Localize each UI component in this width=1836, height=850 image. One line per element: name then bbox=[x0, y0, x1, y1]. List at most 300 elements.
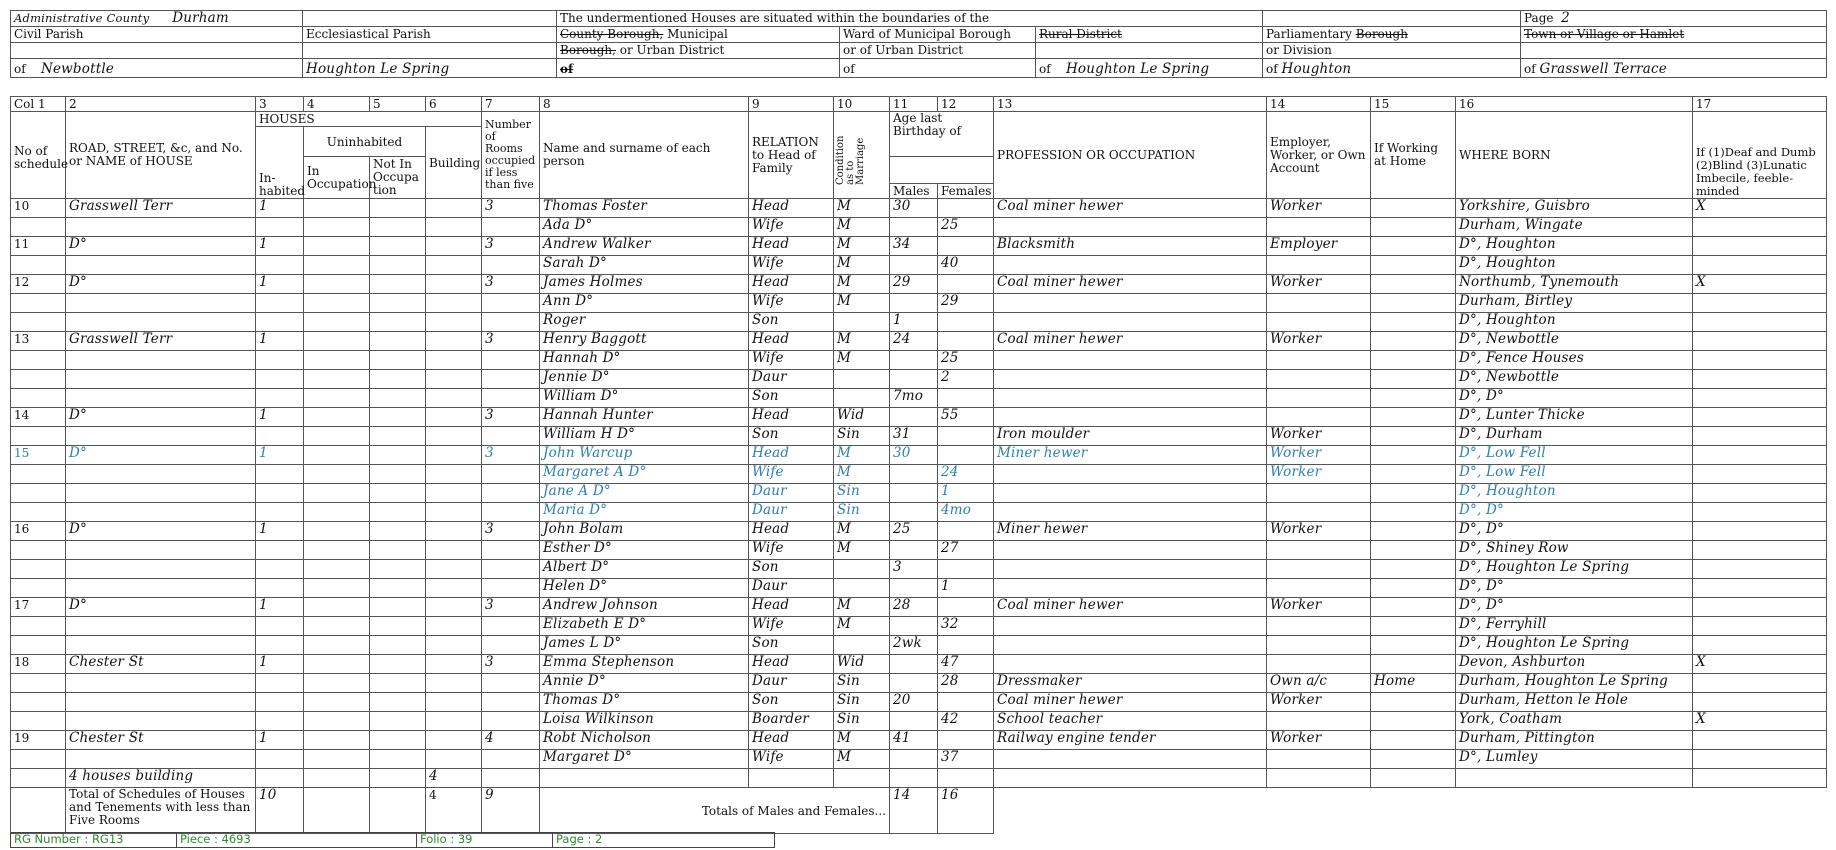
male-age-cell bbox=[890, 617, 938, 636]
male-age-cell: 24 bbox=[890, 332, 938, 351]
col-num: 5 bbox=[370, 97, 426, 112]
condition-cell: Wid bbox=[834, 408, 890, 427]
infirm-header: If (1)Deaf and Dumb (2)Blind (3)Lunatic Imbecile, feeble-minded bbox=[1693, 112, 1827, 199]
male-age-cell: 1 bbox=[890, 313, 938, 332]
not-in-occupation-cell bbox=[370, 750, 426, 769]
infirm-cell bbox=[1693, 522, 1827, 541]
name-cell: Ada D° bbox=[540, 218, 749, 237]
employer-cell bbox=[1267, 218, 1371, 237]
occupation-cell bbox=[994, 389, 1267, 408]
inhabited-cell bbox=[256, 617, 304, 636]
home-cell bbox=[1371, 389, 1456, 408]
home-cell bbox=[1371, 750, 1456, 769]
not-in-occupation-cell bbox=[370, 427, 426, 446]
occupation-cell: Coal miner hewer bbox=[994, 199, 1267, 218]
condition-cell: M bbox=[834, 237, 890, 256]
relation-cell: Head bbox=[749, 522, 834, 541]
occupation-cell: Coal miner hewer bbox=[994, 693, 1267, 712]
building-cell bbox=[426, 484, 482, 503]
road-cell bbox=[66, 579, 256, 598]
name-cell: Thomas D° bbox=[540, 693, 749, 712]
male-age-cell bbox=[890, 465, 938, 484]
employer-cell bbox=[1267, 351, 1371, 370]
in-occupation-cell bbox=[304, 465, 370, 484]
condition-cell: M bbox=[834, 351, 890, 370]
table-row bbox=[11, 389, 1827, 408]
occupation-cell bbox=[994, 294, 1267, 313]
rooms-cell bbox=[482, 351, 540, 370]
home-cell: Home bbox=[1371, 674, 1456, 693]
page-cell: Page 2 bbox=[1521, 11, 1827, 27]
rooms-cell bbox=[482, 465, 540, 484]
relation-cell: Son bbox=[749, 313, 834, 332]
name-cell: William H D° bbox=[540, 427, 749, 446]
table-row bbox=[11, 617, 1827, 636]
inhabited-cell: 1 bbox=[256, 408, 304, 427]
schedule-cell bbox=[11, 636, 66, 655]
schedule-cell bbox=[11, 503, 66, 522]
home-cell bbox=[1371, 370, 1456, 389]
road-cell bbox=[66, 750, 256, 769]
home-cell bbox=[1371, 465, 1456, 484]
born-cell: D°, Durham bbox=[1456, 427, 1693, 446]
name-cell: Annie D° bbox=[540, 674, 749, 693]
schedule-cell bbox=[11, 351, 66, 370]
infirm-cell bbox=[1693, 370, 1827, 389]
parliamentary-value: of Houghton bbox=[1263, 59, 1521, 78]
schedule-cell: 11 bbox=[11, 237, 66, 256]
name-cell: Sarah D° bbox=[540, 256, 749, 275]
occupation-cell: Coal miner hewer bbox=[994, 275, 1267, 294]
condition-cell: M bbox=[834, 731, 890, 750]
male-age-cell: 3 bbox=[890, 560, 938, 579]
building-cell bbox=[426, 503, 482, 522]
totals-row bbox=[11, 788, 1827, 834]
inhabited-cell bbox=[256, 712, 304, 731]
road-cell: Chester St bbox=[66, 731, 256, 750]
inhabited-cell bbox=[256, 465, 304, 484]
condition-cell: M bbox=[834, 541, 890, 560]
infirm-cell: X bbox=[1693, 655, 1827, 674]
employer-cell: Worker bbox=[1267, 446, 1371, 465]
county-borough-label: County Borough, Municipal bbox=[557, 27, 840, 43]
not-in-occupation-cell bbox=[370, 294, 426, 313]
male-age-cell bbox=[890, 256, 938, 275]
condition-cell bbox=[834, 313, 890, 332]
building-cell bbox=[426, 636, 482, 655]
rural-district-value: of Houghton Le Spring bbox=[1036, 59, 1263, 78]
name-cell: Helen D° bbox=[540, 579, 749, 598]
female-age-cell bbox=[938, 199, 994, 218]
relation-cell: Head bbox=[749, 655, 834, 674]
building-cell bbox=[426, 427, 482, 446]
name-header: Name and surname of each person bbox=[540, 112, 749, 199]
schedule-cell: 12 bbox=[11, 275, 66, 294]
rural-district-label: Rural District bbox=[1036, 27, 1263, 43]
not-in-occupation-cell bbox=[370, 655, 426, 674]
not-in-occupation-cell bbox=[370, 522, 426, 541]
infirm-cell bbox=[1693, 218, 1827, 237]
rooms-cell bbox=[482, 294, 540, 313]
male-age-cell: 25 bbox=[890, 522, 938, 541]
in-occupation-cell bbox=[304, 370, 370, 389]
schedule-cell: 15 bbox=[11, 446, 66, 465]
home-cell bbox=[1371, 237, 1456, 256]
table-row bbox=[11, 750, 1827, 769]
rooms-cell bbox=[482, 750, 540, 769]
female-age-cell: 1 bbox=[938, 579, 994, 598]
infirm-cell bbox=[1693, 617, 1827, 636]
home-cell bbox=[1371, 579, 1456, 598]
employer-cell bbox=[1267, 389, 1371, 408]
in-occupation-cell bbox=[304, 256, 370, 275]
infirm-cell bbox=[1693, 693, 1827, 712]
not-in-occupation-cell bbox=[370, 389, 426, 408]
infirm-cell bbox=[1693, 351, 1827, 370]
infirm-cell bbox=[1693, 256, 1827, 275]
name-cell: John Bolam bbox=[540, 522, 749, 541]
name-cell: Thomas Foster bbox=[540, 199, 749, 218]
header-block bbox=[10, 10, 1827, 78]
occupation-cell: School teacher bbox=[994, 712, 1267, 731]
males-header: Males bbox=[890, 183, 938, 198]
occupation-cell: Miner hewer bbox=[994, 446, 1267, 465]
occupation-cell: Miner hewer bbox=[994, 522, 1267, 541]
female-age-cell: 4mo bbox=[938, 503, 994, 522]
female-age-cell bbox=[938, 560, 994, 579]
employer-cell: Worker bbox=[1267, 731, 1371, 750]
schedule-cell bbox=[11, 617, 66, 636]
rooms-cell bbox=[482, 218, 540, 237]
born-cell: Durham, Houghton Le Spring bbox=[1456, 674, 1693, 693]
piece-number: Piece : 4693 bbox=[177, 833, 417, 848]
condition-header: Condition as to Marriage bbox=[834, 112, 890, 199]
boundaries-note: The undermentioned Houses are situated within the boundaries of the bbox=[557, 11, 1263, 27]
name-cell: William D° bbox=[540, 389, 749, 408]
employer-cell: Worker bbox=[1267, 598, 1371, 617]
schedule-cell bbox=[11, 750, 66, 769]
occupation-cell bbox=[994, 579, 1267, 598]
relation-cell: Son bbox=[749, 389, 834, 408]
relation-cell: Son bbox=[749, 560, 834, 579]
home-cell bbox=[1371, 218, 1456, 237]
occupation-cell bbox=[994, 313, 1267, 332]
not-in-occupation-cell bbox=[370, 313, 426, 332]
condition-cell: M bbox=[834, 446, 890, 465]
name-cell: Jennie D° bbox=[540, 370, 749, 389]
inhabited-header: In-habited bbox=[256, 127, 304, 199]
relation-cell: Head bbox=[749, 731, 834, 750]
inhabited-cell: 1 bbox=[256, 655, 304, 674]
building-cell bbox=[426, 712, 482, 731]
male-age-cell: 28 bbox=[890, 598, 938, 617]
name-cell: Emma Stephenson bbox=[540, 655, 749, 674]
col-num: 16 bbox=[1456, 97, 1693, 112]
condition-cell: M bbox=[834, 294, 890, 313]
infirm-cell bbox=[1693, 484, 1827, 503]
name-cell: Elizabeth E D° bbox=[540, 617, 749, 636]
town-value: of Grasswell Terrace bbox=[1521, 59, 1827, 78]
census-table bbox=[10, 96, 1827, 834]
occupation-cell bbox=[994, 541, 1267, 560]
condition-cell: M bbox=[834, 617, 890, 636]
col-num: 13 bbox=[994, 97, 1267, 112]
home-cell bbox=[1371, 693, 1456, 712]
division-label: or Division bbox=[1263, 43, 1521, 59]
road-cell bbox=[66, 294, 256, 313]
condition-cell bbox=[834, 636, 890, 655]
relation-cell: Wife bbox=[749, 218, 834, 237]
road-cell bbox=[66, 674, 256, 693]
inhabited-cell: 1 bbox=[256, 731, 304, 750]
road-cell bbox=[66, 427, 256, 446]
rooms-cell: 3 bbox=[482, 446, 540, 465]
female-age-cell bbox=[938, 313, 994, 332]
relation-cell: Head bbox=[749, 275, 834, 294]
road-cell bbox=[66, 351, 256, 370]
inhabited-cell bbox=[256, 579, 304, 598]
building-cell bbox=[426, 389, 482, 408]
female-age-cell: 40 bbox=[938, 256, 994, 275]
folio-number: Folio : 39 bbox=[417, 833, 553, 848]
total-females: 16 bbox=[938, 788, 994, 834]
table-row bbox=[11, 332, 1827, 351]
table-row bbox=[11, 294, 1827, 313]
condition-cell: Sin bbox=[834, 484, 890, 503]
col-num: 2 bbox=[66, 97, 256, 112]
in-occupation-cell bbox=[304, 617, 370, 636]
female-age-cell bbox=[938, 332, 994, 351]
born-cell: D°, D° bbox=[1456, 598, 1693, 617]
name-cell: Ann D° bbox=[540, 294, 749, 313]
relation-cell: Daur bbox=[749, 370, 834, 389]
inhabited-cell bbox=[256, 674, 304, 693]
rooms-cell: 3 bbox=[482, 199, 540, 218]
relation-cell: Wife bbox=[749, 541, 834, 560]
table-row bbox=[11, 693, 1827, 712]
rooms-cell bbox=[482, 503, 540, 522]
relation-cell: Wife bbox=[749, 465, 834, 484]
home-cell bbox=[1371, 199, 1456, 218]
in-occupation-cell bbox=[304, 332, 370, 351]
not-in-occupation-cell bbox=[370, 484, 426, 503]
born-cell: D°, Low Fell bbox=[1456, 446, 1693, 465]
employer-header: Employer, Worker, or Own Account bbox=[1267, 112, 1371, 199]
female-age-cell: 29 bbox=[938, 294, 994, 313]
urban-district-label: Borough, or Urban District bbox=[557, 43, 840, 59]
infirm-cell bbox=[1693, 332, 1827, 351]
rooms-cell bbox=[482, 636, 540, 655]
male-age-cell: 7mo bbox=[890, 389, 938, 408]
not-in-occupation-cell bbox=[370, 617, 426, 636]
male-age-cell: 20 bbox=[890, 693, 938, 712]
ward-value: of bbox=[840, 59, 1036, 78]
in-occupation-cell bbox=[304, 712, 370, 731]
home-cell bbox=[1371, 598, 1456, 617]
schedule-cell bbox=[11, 674, 66, 693]
inhabited-cell bbox=[256, 636, 304, 655]
rooms-cell: 3 bbox=[482, 655, 540, 674]
eccl-parish-value: Houghton Le Spring bbox=[303, 59, 557, 78]
totals-label: Total of Schedules of Houses and Tenements with less than Five Rooms bbox=[66, 788, 256, 834]
home-cell bbox=[1371, 332, 1456, 351]
building-cell bbox=[426, 370, 482, 389]
schedule-cell bbox=[11, 370, 66, 389]
in-occupation-cell bbox=[304, 427, 370, 446]
employer-cell: Worker bbox=[1267, 199, 1371, 218]
condition-cell: M bbox=[834, 332, 890, 351]
infirm-cell bbox=[1693, 427, 1827, 446]
occupation-cell: Dressmaker bbox=[994, 674, 1267, 693]
infirm-cell: X bbox=[1693, 275, 1827, 294]
col-num: 6 bbox=[426, 97, 482, 112]
in-occupation-cell bbox=[304, 541, 370, 560]
schedule-cell bbox=[11, 427, 66, 446]
occupation-cell bbox=[994, 408, 1267, 427]
born-cell: Durham, Wingate bbox=[1456, 218, 1693, 237]
schedule-header: No of schedule bbox=[11, 112, 66, 199]
infirm-cell: X bbox=[1693, 712, 1827, 731]
female-age-cell: 28 bbox=[938, 674, 994, 693]
col-num: 10 bbox=[834, 97, 890, 112]
condition-cell: M bbox=[834, 256, 890, 275]
condition-cell bbox=[834, 389, 890, 408]
male-age-cell bbox=[890, 655, 938, 674]
census-rows bbox=[11, 199, 1827, 769]
employer-cell bbox=[1267, 484, 1371, 503]
civil-parish-value: of Newbottle bbox=[11, 59, 303, 78]
not-in-occupation-cell bbox=[370, 370, 426, 389]
not-in-occupation-cell bbox=[370, 636, 426, 655]
table-row bbox=[11, 465, 1827, 484]
relation-cell: Son bbox=[749, 636, 834, 655]
houses-header: HOUSES bbox=[256, 112, 482, 127]
occupation-cell bbox=[994, 636, 1267, 655]
male-age-cell: 41 bbox=[890, 731, 938, 750]
born-cell: D°, Low Fell bbox=[1456, 465, 1693, 484]
relation-cell: Daur bbox=[749, 579, 834, 598]
not-in-occupation-cell bbox=[370, 408, 426, 427]
male-age-cell: 34 bbox=[890, 237, 938, 256]
building-cell bbox=[426, 275, 482, 294]
road-cell: Grasswell Terr bbox=[66, 199, 256, 218]
relation-cell: Wife bbox=[749, 294, 834, 313]
schedule-cell: 17 bbox=[11, 598, 66, 617]
table-row bbox=[11, 408, 1827, 427]
born-header: WHERE BORN bbox=[1456, 112, 1693, 199]
male-age-cell bbox=[890, 541, 938, 560]
condition-cell: Sin bbox=[834, 693, 890, 712]
employer-cell bbox=[1267, 294, 1371, 313]
total-inhabited: 10 bbox=[256, 788, 304, 834]
home-cell bbox=[1371, 313, 1456, 332]
table-row bbox=[11, 674, 1827, 693]
condition-cell: M bbox=[834, 598, 890, 617]
employer-cell: Worker bbox=[1267, 332, 1371, 351]
building-header: Building bbox=[426, 127, 482, 199]
born-cell: D°, D° bbox=[1456, 389, 1693, 408]
employer-cell: Own a/c bbox=[1267, 674, 1371, 693]
born-cell: Yorkshire, Guisbro bbox=[1456, 199, 1693, 218]
condition-cell bbox=[834, 560, 890, 579]
inhabited-cell bbox=[256, 427, 304, 446]
relation-cell: Head bbox=[749, 332, 834, 351]
col-num: 8 bbox=[540, 97, 749, 112]
born-cell: D°, Houghton bbox=[1456, 313, 1693, 332]
female-age-cell bbox=[938, 389, 994, 408]
inhabited-cell: 1 bbox=[256, 275, 304, 294]
building-count: 4 bbox=[426, 769, 482, 788]
employer-cell: Worker bbox=[1267, 275, 1371, 294]
road-cell bbox=[66, 389, 256, 408]
female-age-cell: 42 bbox=[938, 712, 994, 731]
road-cell: D° bbox=[66, 446, 256, 465]
in-occupation-cell bbox=[304, 522, 370, 541]
infirm-cell bbox=[1693, 579, 1827, 598]
schedule-cell bbox=[11, 693, 66, 712]
born-cell: D°, Houghton bbox=[1456, 484, 1693, 503]
male-age-cell bbox=[890, 351, 938, 370]
female-age-cell bbox=[938, 636, 994, 655]
name-cell: Maria D° bbox=[540, 503, 749, 522]
col-num: 3 bbox=[256, 97, 304, 112]
home-cell bbox=[1371, 731, 1456, 750]
admin-county-cell: Administrative County Durham bbox=[11, 11, 303, 27]
female-age-cell bbox=[938, 427, 994, 446]
rooms-cell: 3 bbox=[482, 332, 540, 351]
home-cell bbox=[1371, 503, 1456, 522]
rooms-cell: 3 bbox=[482, 598, 540, 617]
female-age-cell bbox=[938, 522, 994, 541]
female-age-cell: 27 bbox=[938, 541, 994, 560]
male-age-cell bbox=[890, 579, 938, 598]
female-age-cell bbox=[938, 693, 994, 712]
rooms-cell bbox=[482, 712, 540, 731]
table-row bbox=[11, 275, 1827, 294]
col-num: 17 bbox=[1693, 97, 1827, 112]
not-in-occupation-cell bbox=[370, 218, 426, 237]
employer-cell bbox=[1267, 256, 1371, 275]
building-cell bbox=[426, 446, 482, 465]
relation-cell: Son bbox=[749, 693, 834, 712]
rooms-cell bbox=[482, 579, 540, 598]
schedule-cell bbox=[11, 294, 66, 313]
male-age-cell bbox=[890, 712, 938, 731]
building-cell bbox=[426, 408, 482, 427]
condition-cell: M bbox=[834, 199, 890, 218]
female-age-cell: 47 bbox=[938, 655, 994, 674]
employer-cell: Worker bbox=[1267, 465, 1371, 484]
in-occupation-cell bbox=[304, 503, 370, 522]
building-cell bbox=[426, 560, 482, 579]
infirm-cell bbox=[1693, 541, 1827, 560]
road-cell: D° bbox=[66, 237, 256, 256]
table-row bbox=[11, 541, 1827, 560]
home-cell bbox=[1371, 427, 1456, 446]
inhabited-cell: 1 bbox=[256, 332, 304, 351]
schedule-cell: 16 bbox=[11, 522, 66, 541]
in-occupation-cell bbox=[304, 693, 370, 712]
building-cell bbox=[426, 313, 482, 332]
born-cell: D°, Lumley bbox=[1456, 750, 1693, 769]
relation-cell: Boarder bbox=[749, 712, 834, 731]
road-cell bbox=[66, 617, 256, 636]
in-occupation-cell bbox=[304, 674, 370, 693]
building-cell bbox=[426, 465, 482, 484]
total-males: 14 bbox=[890, 788, 938, 834]
inhabited-cell bbox=[256, 389, 304, 408]
occupation-cell: Railway engine tender bbox=[994, 731, 1267, 750]
